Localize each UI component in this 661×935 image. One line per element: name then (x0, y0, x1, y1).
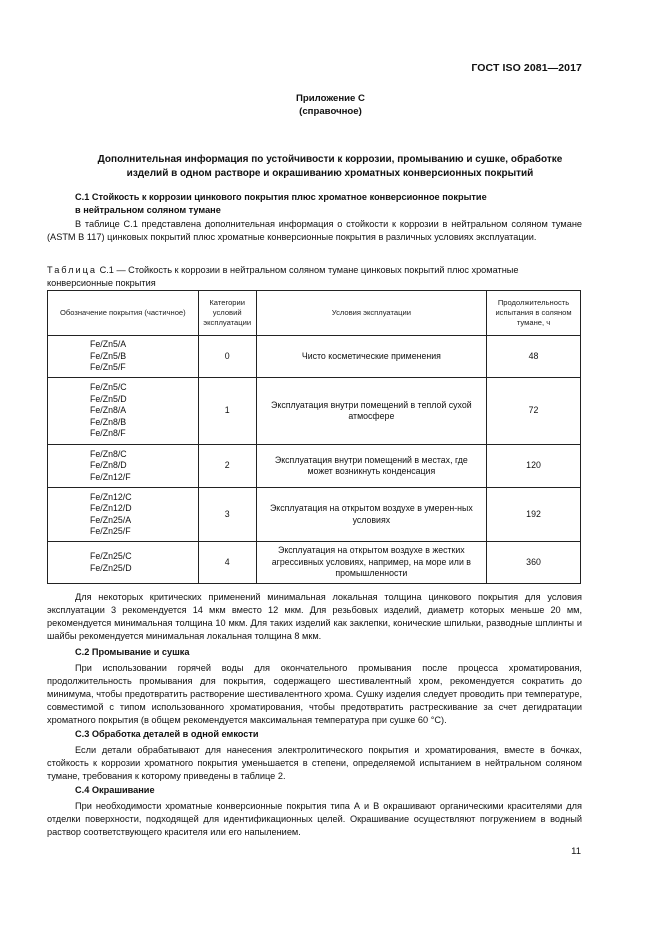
category-cell: 1 (198, 378, 256, 445)
table-row (48, 445, 581, 488)
codes-cell: Fe/Zn25/C Fe/Zn25/D (48, 542, 199, 584)
section-c2-text: При использовании горячей воды для окончательного промывания после процесса хроматирования, продолжительность промывания для покрытия, содержащего шестивалентный хром, рекомендуется сократить до минимума, чтобы предотвратить растворение шестивалентного хрома. Сушку изделия следует проводить при температуре, совместимой с типом использованного хроматирования, чтобы предотвратить растрескивание за счет дегидратации хроматного покрытия (в общем рекомендуется максимальная температура при сушке 60 °С). (47, 663, 582, 725)
section-c1-title-line2: в нейтральном соляном тумане (75, 204, 221, 215)
main-title (54, 153, 606, 180)
corrosion-table (47, 290, 581, 584)
header-duration: Продолжительность испытания в соляном тумане, ч (487, 291, 581, 336)
conditions-cell: Эксплуатация внутри помещений в теплой сухой атмосфере (256, 378, 486, 445)
main-title-line1: Дополнительная информация по устойчивости к коррозии, промыванию и сушке, обработке (97, 154, 563, 165)
standard-header: ГОСТ ISO 2081—2017 (471, 62, 582, 74)
category-cell: 4 (198, 542, 256, 584)
section-c1-title-line1: С.1 Стойкость к коррозии цинкового покрытия плюс хроматное конверсионное покрытие (75, 192, 487, 202)
codes-cell: Fe/Zn5/A Fe/Zn5/B Fe/Zn5/F (48, 336, 199, 378)
page-number: 11 (571, 846, 581, 857)
table-row (48, 378, 581, 445)
category-cell: 3 (198, 488, 256, 542)
conditions-cell: Эксплуатация на открытом воздухе в умерен-ных условиях (256, 488, 486, 542)
table-row (48, 488, 581, 542)
conditions-cell: Чисто косметические применения (256, 336, 486, 378)
codes-cell: Fe/Zn5/C Fe/Zn5/D Fe/Zn8/A Fe/Zn8/B Fe/Zn8/F (48, 378, 199, 445)
table-row (48, 336, 581, 378)
codes-cell: Fe/Zn8/C Fe/Zn8/D Fe/Zn12/F (48, 445, 199, 488)
duration-cell: 192 (487, 488, 581, 542)
header-conditions: Условия эксплуатации (256, 291, 486, 336)
section-c1-text: В таблице С.1 представлена дополнительная информация о стойкости к коррозии в нейтральном соляном тумане (ASTM B 117) цинковых покрытий плюс хроматные конверсионные покрытия в различных условиях эксплуатации. (47, 219, 582, 242)
header-designation: Обозначение покрытия (частичное) (48, 291, 199, 336)
section-c4-text: При необходимости хроматные конверсионные покрытия типа А и В окрашивают органическими красителями для отделки поверхности, подходящей для идентификационных целей. Окрашивание осуществляют погружением в водный раствор соответствующего красителя или его напылением. (47, 801, 582, 837)
section-c1-title (75, 191, 487, 216)
table-row (48, 542, 581, 584)
appendix-subtitle: (справочное) (299, 106, 362, 117)
appendix-title: Приложение С (296, 93, 365, 104)
duration-cell: 360 (487, 542, 581, 584)
main-title-line2: изделий в одном растворе и окрашиванию хроматных конверсионных покрытий (126, 167, 534, 179)
conditions-cell: Эксплуатация внутри помещений в местах, где может возникнуть конденсация (256, 445, 486, 488)
section-c3-text: Если детали обрабатывают для нанесения электролитического покрытия и хроматирования, вместе в бочках, стойкость к коррозии хроматного покрытия уменьшается в степени, определяемой испытанием в нейтральном соляном тумане, требования к которому приведены в таблице 2. (47, 745, 582, 781)
section-c4-title: С.4 Окрашивание (75, 785, 155, 795)
table-header-row (48, 291, 581, 336)
category-cell: 0 (198, 336, 256, 378)
category-cell: 2 (198, 445, 256, 488)
section-c3-title: С.3 Обработка деталей в одной емкости (75, 729, 259, 739)
conditions-cell: Эксплуатация на открытом воздухе в жестких агрессивных условиях, например, на море или в промышленности (256, 542, 486, 584)
duration-cell: 72 (487, 378, 581, 445)
duration-cell: 120 (487, 445, 581, 488)
header-category: Категории условий эксплуатации (198, 291, 256, 336)
codes-cell: Fe/Zn12/C Fe/Zn12/D Fe/Zn25/A Fe/Zn25/F (48, 488, 199, 542)
after-table-text: Для некоторых критических применений минимальная локальная толщина цинкового покрытия для условия эксплуатации 3 рекомендуется 14 мкм вместо 12 мкм. Для резьбовых изделий, диаметр которых меньше 20 мм, рекомендуется минимальная толщина 10 мкм. Для таких изделий как заклепки, конические шпильки, разводные шплинты и шайбы рекомендуется минимальная локальная толщина 8 мкм. (47, 592, 582, 641)
duration-cell: 48 (487, 336, 581, 378)
table-caption-text: С.1 — Стойкость к коррозии в нейтральном соляном тумане цинковых покрытий плюс хроматные конверсионные покрытия (47, 265, 519, 288)
section-c2-title: С.2 Промывание и сушка (75, 647, 190, 657)
table-caption (47, 264, 582, 290)
table-caption-label: Таблица (47, 265, 98, 275)
